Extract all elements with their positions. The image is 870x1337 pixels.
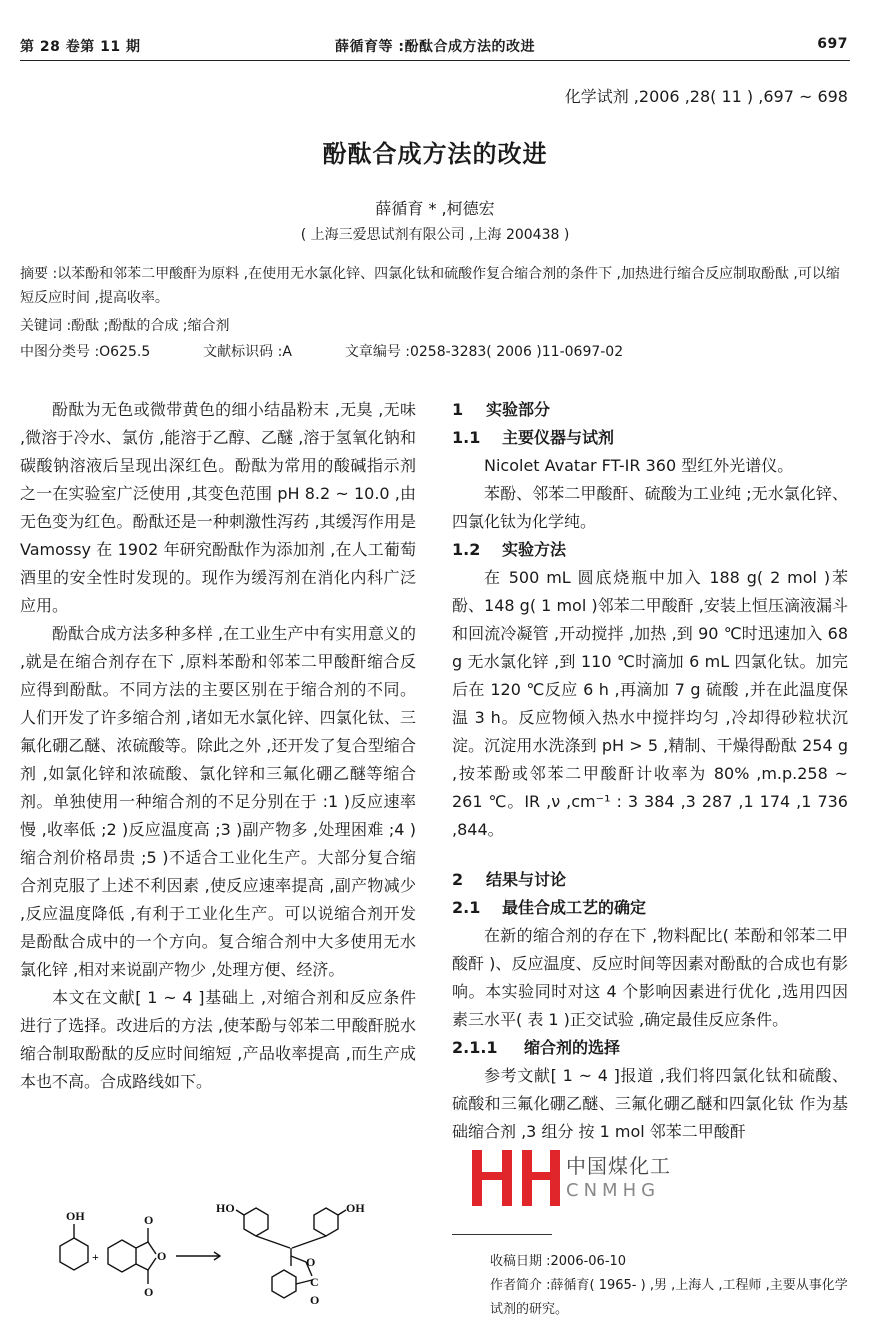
product-ring-left — [244, 1208, 268, 1236]
carbonyl-c-label: C — [310, 1275, 319, 1289]
reagents-paragraph: 苯酚、邻苯二甲酸酐、硫酸为工业纯 ;无水氯化锌、四氯化钛为化学纯。 — [452, 484, 848, 531]
anhydride-ring — [108, 1240, 136, 1272]
section-1-2-heading: 1.2 实验方法 — [452, 540, 567, 559]
classification-line — [20, 340, 850, 364]
abstract-text: 以苯酚和邻苯二甲酸酐为原料 ,在使用无水氯化锌、四氯化钛和硫酸作复合缩合剂的条件下 ,加热进行缩合反应制取酚酞 ,可以缩短反应时间 ,提高收率。 — [20, 266, 840, 306]
section-2-1-heading: 2.1 最佳合成工艺的确定 — [452, 898, 647, 917]
left-column — [20, 396, 416, 1096]
method-paragraph: 在 500 mL 圆底烧瓶中加入 188 g( 2 mol )苯酚、148 g( 1 mol )邻苯二甲酸酐 ,安装上恒压滴液漏斗和回流冷凝管 ,开动搅拌 ,加热 ,到 90 ℃时迅速加入 68 g 无水氯化锌 ,到 110 ℃时滴加 6 mL 四氯化钛。加完后在 120 ℃反应 6 h ,再滴加 7 g 硫酸 ,并在此温度保温 3 h。反应物倾入热水中搅拌均匀 ,冷却得砂粒状沉淀。沉淀用水洗涤到 pH > 5 ,精制、干燥得酚酞 254 g ,按苯酚或邻苯二甲酸酐计收率为 80% ,m.p.258 ~ 261 ℃。IR ,ν ,cm⁻¹ : 3 384 ,3 287 ,1 174 ,1 736 ,844。 — [452, 568, 848, 839]
journal-citation: 化学试剂 ,2006 ,28( 11 ) ,697 ~ 698 — [564, 87, 848, 106]
lactone-o-label: O — [306, 1255, 316, 1269]
condensing-agent-paragraph: 参考文献[ 1 ~ 4 ]报道 ,我们将四氯化钛和硫酸、硫酸和三氟化硼乙醚、三氟化硼乙醚和四氯化钛 作为基础缩合剂 ,3 组分 按 1 mol 邻苯二甲酸酐 — [452, 1066, 848, 1141]
footnote-rule — [452, 1234, 552, 1235]
optimization-paragraph: 在新的缩合剂的存在下 ,物料配比( 苯酚和邻苯二甲酸酐 )、反应温度、反应时间等因素对酚酞的合成也有影响。本实验同时对这 4 个影响因素进行优化 ,选用四因素三水平( 表 1 )正交试验 ,确定最佳反应条件。 — [452, 926, 848, 1029]
anhydride-o-bottom: O — [144, 1285, 154, 1299]
authors: 薛循育 * ,柯德宏 — [375, 199, 495, 218]
keywords-label: 关键词 : — [20, 318, 72, 334]
section-2-heading: 2 结果与讨论 — [452, 870, 567, 889]
product-ho-label: HO — [216, 1201, 235, 1215]
product-ring-bottom — [272, 1270, 296, 1298]
affiliation: ( 上海三爱思试剂有限公司 ,上海 200438 ) — [300, 227, 570, 243]
article-number: 文章编号 :0258-3283( 2006 )11-0697-02 — [344, 344, 624, 360]
intro-paragraph-3: 本文在文献[ 1 ~ 4 ]基础上 ,对缩合剂和反应条件进行了选择。改进后的方法 ,使苯酚与邻苯二甲酸酐脱水缩合制取酚酞的反应时间缩短 ,产品收率提高 ,而生产成本也不高。合成路线如下。 — [20, 988, 416, 1091]
product-ring-right — [314, 1208, 338, 1236]
plus-sign: + — [92, 1250, 99, 1264]
reaction-scheme — [44, 1200, 384, 1318]
watermark-mark — [472, 1150, 560, 1206]
anhydride-o-top: O — [144, 1213, 154, 1227]
section-2-1-1-heading: 2.1.1 缩合剂的选择 — [452, 1038, 621, 1057]
instrument-paragraph: Nicolet Avatar FT-IR 360 型红外光谱仪。 — [484, 456, 794, 475]
intro-paragraph-2: 酚酞合成方法多种多样 ,在工业生产中有实用意义的 ,就是在缩合剂存在下 ,原料苯酚和邻苯二甲酸酐缩合反应得到酚酞。不同方法的主要区别在于缩合剂的不同。人们开发了许多缩合剂 ,诸如无水氯化锌、四氯化钛、三氟化硼乙醚、浓硫酸等。除此之外 ,还开发了复合型缩合剂 ,如氯化锌和浓硫酸、氯化锌和三氟化硼乙醚等缩合剂。单独使用一种缩合剂的不足分别在于 :1 )反应速率慢 ,收率低 ;2 )反应温度高 ;3 )副产物多 ,处理困难 ;4 )缩合剂价格昂贵 ;5 )不适合工业化生产。大部分复合缩合剂克服了上述不利因素 ,使反应速率提高 ,副产物减少 ,反应温度降低 ,有利于工业化生产。可以说缩合剂开发是酚酞合成中的一个方向。复合缩合剂中大多使用无水氯化锌 ,相对来说副产物少 ,处理方便、经济。 — [20, 624, 416, 979]
page-number: 697 — [817, 36, 848, 52]
product-oh-label: OH — [346, 1201, 365, 1215]
anhydride-o-ring: O — [157, 1249, 167, 1263]
doc-code: 文献标识码 :A — [203, 344, 292, 360]
carbonyl-o-label: O — [310, 1293, 320, 1307]
running-header-volume: 第 28 卷第 11 期 — [20, 39, 141, 55]
author-bio: 作者简介 :薛循育( 1965- ) ,男 ,上海人 ,工程师 ,主要从事化学试剂的研究。 — [490, 1278, 848, 1317]
abstract — [20, 262, 850, 310]
intro-paragraph-1: 酚酞为无色或微带黄色的细小结晶粉末 ,无臭 ,无味 ,微溶于冷水、氯仿 ,能溶于乙醇、乙醚 ,溶于氢氧化钠和碳酸钠溶液后呈现出深红色。酚酞为常用的酸碱指示剂之一在实验室广泛使用 ,其变色范围 pH 8.2 ~ 10.0 ,由无色变为红色。酚酞还是一种刺激性泻药 ,其缓泻作用是 Vamossy 在 1902 年研究酚酞作为添加剂 ,在人工葡萄酒里的安全性时发现的。现作为缓泻剂在消化内科广泛应用。 — [20, 400, 416, 615]
watermark-en: CNMHG — [566, 1180, 661, 1201]
paper-title: 酚酞合成方法的改进 — [322, 140, 548, 168]
clc-number: 中图分类号 :O625.5 — [20, 344, 151, 360]
phenol-ring — [60, 1238, 88, 1270]
section-1-heading: 1 实验部分 — [452, 400, 551, 419]
header-rule — [20, 60, 850, 61]
section-1-1-heading: 1.1 主要仪器与试剂 — [452, 428, 615, 447]
received-date: 收稿日期 :2006-06-10 — [490, 1254, 627, 1269]
keywords — [20, 314, 850, 338]
running-header-title: 薛循育等 :酚酞合成方法的改进 — [335, 39, 535, 55]
phenol-oh-label: OH — [66, 1209, 85, 1223]
abstract-label: 摘要 : — [20, 266, 58, 282]
right-column — [452, 396, 848, 1146]
watermark-cn: 中国煤化工 — [566, 1154, 671, 1178]
keywords-text: 酚酞 ;酚酞的合成 ;缩合剂 — [71, 318, 230, 334]
